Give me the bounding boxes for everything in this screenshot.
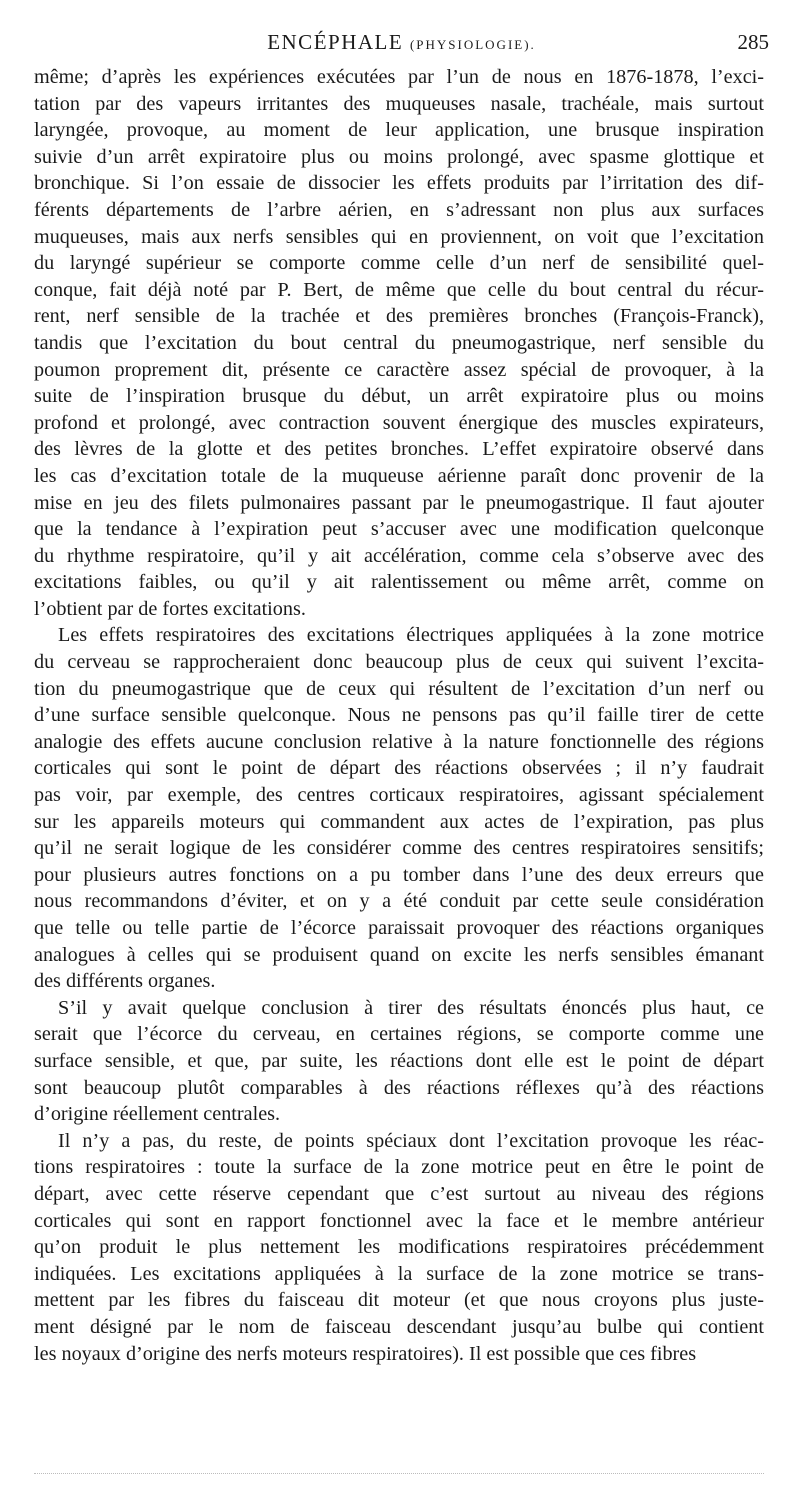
text-line: corticales qui sont le point de départ des réactions observées ; il n’y faudrait	[34, 757, 764, 780]
text-line: Il n’y a pas, du reste, de points spéciaux dont l’excitation provoque les réac-	[58, 1129, 764, 1152]
text-line: indiquées. Les excitations appliquées à la surface de la zone motrice se trans-	[34, 1262, 764, 1285]
text-line: tion du pneumogastrique que de ceux qui résultent de l’excitation d’un nerf ou	[34, 677, 764, 700]
text-line: Les effets respiratoires des excitations électriques appliquées à la zone motrice	[58, 624, 764, 647]
text-line: suivie d’un arrêt expiratoire plus ou moins prolongé, avec spasme glottique et	[34, 145, 764, 168]
text-line: les noyaux d’origine des nerfs moteurs respiratoires). Il est possible que ces fibres	[34, 1342, 697, 1365]
running-subtitle: (PHYSIOLOGIE).	[409, 37, 536, 52]
text-line: conque, fait déjà noté par P. Bert, de même que celle du bout central du récur-	[34, 278, 764, 301]
text-line: serait que l’écorce du cerveau, en certaines régions, se comporte comme une	[34, 1023, 764, 1046]
text-line: que telle ou telle partie de l’écorce paraissait provoquer des réactions organiques	[34, 917, 764, 939]
text-line: des différents organes.	[34, 970, 216, 993]
text-line: pas voir, par exemple, des centres corticaux respiratoires, agissant spécialement	[34, 784, 764, 807]
running-title: ENCÉPHALE	[267, 30, 404, 54]
paragraph	[34, 1128, 764, 1367]
text-line: corticales qui sont en rapport fonctionnel avec la face et le membre antérieur	[34, 1209, 764, 1232]
text-line: sur les appareils moteurs qui commandent aux actes de l’expiration, pas plus	[34, 810, 764, 833]
paragraph	[34, 995, 764, 1128]
text-line: ment désigné par le nom de faisceau descendant jusqu’au bulbe qui contient	[34, 1315, 764, 1338]
running-head	[34, 30, 769, 55]
text-line: profond et prolongé, avec contraction souvent énergique des muscles expirateurs,	[34, 411, 764, 434]
text-line: du rhythme respiratoire, qu’il y ait accélération, comme cela s’observe avec des	[34, 544, 764, 567]
text-line: du laryngé supérieur se comporte comme celle d’un nerf de sensibilité quel-	[34, 252, 764, 275]
text-line: qu’on produit le plus nettement les modifications respiratoires précédemment	[34, 1236, 764, 1259]
text-line: les cas d’excitation totale de la muqueuse aérienne paraît donc provenir de la	[34, 464, 764, 487]
text-line: muqueuses, mais aux nerfs sensibles qui en proviennent, on voit que l’excitation	[34, 225, 764, 248]
text-line: nous recommandons d’éviter, et on y a été conduit par cette seule considération	[34, 890, 764, 913]
page-number: 285	[737, 30, 769, 54]
text-line: pour plusieurs autres fonctions on a pu tomber dans l’une des deux erreurs que	[34, 863, 764, 886]
body-text	[34, 64, 764, 1367]
text-line: qu’il ne serait logique de les considérer comme des centres respiratoires sensitifs;	[34, 837, 764, 860]
text-line: mettent par les fibres du faisceau dit moteur (et que nous croyons plus juste-	[34, 1289, 764, 1312]
text-line: S’il y avait quelque conclusion à tirer des résultats énoncés plus haut, ce	[58, 996, 764, 1019]
text-line: départ, avec cette réserve cependant que c’est surtout au niveau des régions	[34, 1182, 764, 1205]
text-line: tions respiratoires : toute la surface de la zone motrice peut en être le point de	[34, 1156, 764, 1179]
text-line: poumon proprement dit, présente ce caractère assez spécial de provoquer, à la	[34, 358, 764, 381]
text-line: excitations faibles, ou qu’il y ait ralentissement ou même arrêt, comme on	[34, 571, 764, 594]
text-line: férents départements de l’arbre aérien, en s’adressant non plus aux surfaces	[34, 198, 764, 221]
text-line: sont beaucoup plutôt comparables à des réactions réflexes qu’à des réactions	[34, 1076, 764, 1099]
text-line: suite de l’inspiration brusque du début, un arrêt expiratoire plus ou moins	[34, 385, 764, 408]
paragraph	[34, 622, 764, 994]
text-line: que la tendance à l’expiration peut s’accuser avec une modification quelconque	[34, 518, 764, 541]
text-line: d’origine réellement centrales.	[34, 1103, 281, 1126]
text-line: analogues à celles qui se produisent quand on excite les nerfs sensibles émanant	[34, 943, 764, 966]
paragraph	[34, 64, 764, 622]
text-line: l’obtient par de fortes excitations.	[34, 597, 306, 620]
text-line: même; d’après les expériences exécutées par l’un de nous en 1876-1878, l’exci-	[34, 66, 764, 88]
text-line: tation par des vapeurs irritantes des muqueuses nasale, trachéale, mais surtout	[34, 92, 764, 115]
footer-rule	[34, 1473, 764, 1474]
page-header	[34, 30, 769, 60]
text-line: rent, nerf sensible de la trachée et des premières bronches (François-Franck),	[34, 305, 764, 328]
text-line: des lèvres de la glotte et des petites bronches. L’effet expiratoire observé dans	[34, 438, 764, 461]
text-line: surface sensible, et que, par suite, les réactions dont elle est le point de départ	[34, 1049, 764, 1072]
text-line: laryngée, provoque, au moment de leur application, une brusque inspiration	[34, 119, 764, 142]
text-line: tandis que l’excitation du bout central du pneumogastrique, nerf sensible du	[34, 331, 764, 354]
text-line: d’une surface sensible quelconque. Nous ne pensons pas qu’il faille tirer de cette	[34, 704, 764, 727]
text-line: analogie des effets aucune conclusion relative à la nature fonctionnelle des régions	[34, 730, 764, 753]
text-line: mise en jeu des filets pulmonaires passant par le pneumogastrique. Il faut ajouter	[34, 491, 764, 514]
text-line: bronchique. Si l’on essaie de dissocier les effets produits par l’irritation des dif-	[34, 172, 764, 195]
text-line: du cerveau se rapprocheraient donc beaucoup plus de ceux qui suivent l’excita-	[34, 651, 764, 674]
